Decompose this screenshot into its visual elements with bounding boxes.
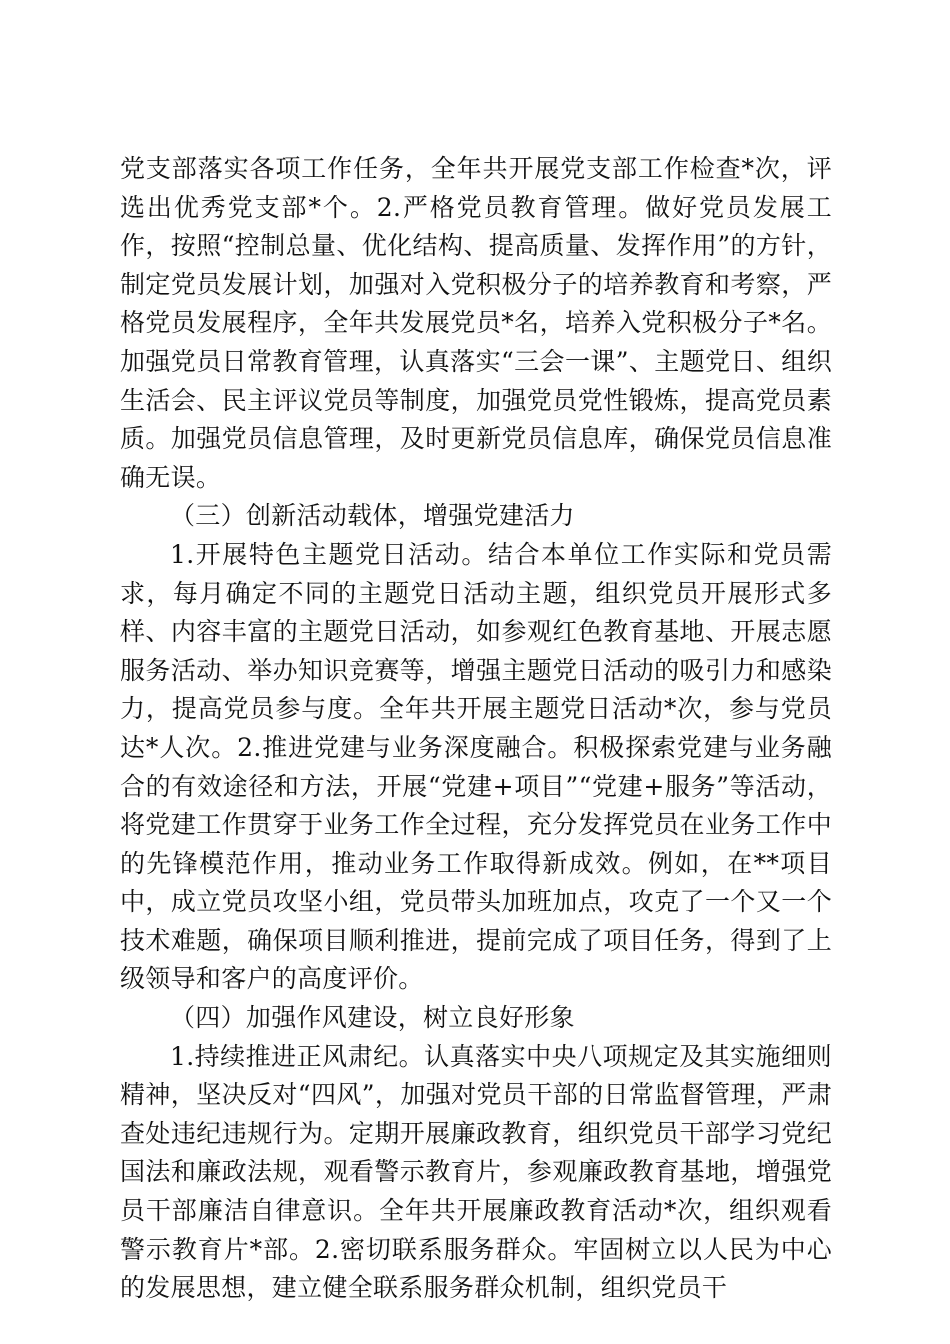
section-heading-4: （四）加强作风建设，树立良好形象 — [170, 1003, 575, 1033]
document-body — [120, 150, 832, 1308]
section-heading-3: （三）创新活动载体，增强党建活力 — [170, 501, 575, 531]
paragraph-section-4-body: 1.持续推进正风肃纪。认真落实中央八项规定及其实施细则精神，坚决反对“四风”，加强对党员干部的日常监督管理，严肃查处违纪违规行为。定期开展廉政教育，组织党员干部学习党纪国法和廉政法规，观看警示教育片，参观廉政教育基地，增强党员干部廉洁自律意识。全年共开展廉政教育活动*次，组织观看警示教育片*部。2.密切联系服务群众。牢固树立以人民为中心的发展思想，建立健全联系服务群众机制，组织党员干 — [120, 1041, 832, 1303]
paragraph-continuation: 党支部落实各项工作任务，全年共开展党支部工作检查*次，评选出优秀党支部*个。2.严格党员教育管理。做好党员发展工作，按照“控制总量、优化结构、提高质量、发挥作用”的方针，制定党员发展计划，加强对入党积极分子的培养教育和考察，严格党员发展程序，全年共发展党员*名，培养入党积极分子*名。加强党员日常教育管理，认真落实“三会一课”、主题党日、组织生活会、民主评议党员等制度，加强党员党性锻炼，提高党员素质。加强党员信息管理，及时更新党员信息库，确保党员信息准确无误。 — [120, 154, 832, 492]
paragraph-section-3-body: 1.开展特色主题党日活动。结合本单位工作实际和党员需求，每月确定不同的主题党日活动主题，组织党员开展形式多样、内容丰富的主题党日活动，如参观红色教育基地、开展志愿服务活动、举办知识竞赛等，增强主题党日活动的吸引力和感染力，提高党员参与度。全年共开展主题党日活动*次，参与党员达*人次。2.推进党建与业务深度融合。积极探索党建与业务融合的有效途径和方法，开展“党建+项目”“党建+服务”等活动，将党建工作贯穿于业务工作全过程，充分发挥党员在业务工作中的先锋模范作用，推动业务工作取得新成效。例如，在**项目中，成立党员攻坚小组，党员带头加班加点，攻克了一个又一个技术难题，确保项目顺利推进，提前完成了项目任务，得到了上级领导和客户的高度评价。 — [120, 539, 832, 994]
